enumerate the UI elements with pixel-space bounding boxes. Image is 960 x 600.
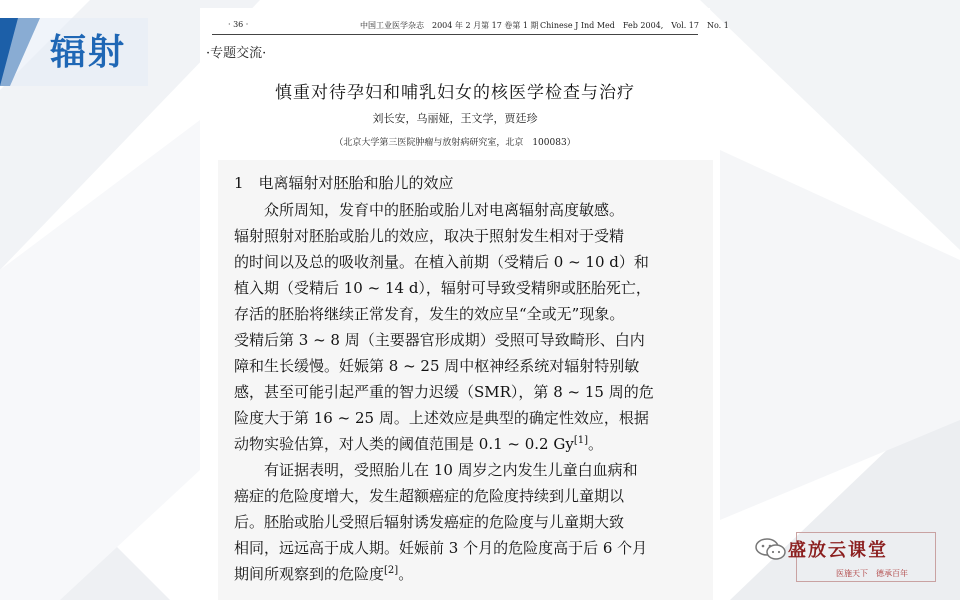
text-line: 众所周知，发育中的胚胎或胎儿对电离辐射高度敏感。 <box>264 201 625 219</box>
text-fragment: 。 <box>587 435 603 453</box>
text-line-last <box>234 431 704 457</box>
text-line: 受精后第 3 ~ 8 周（主要器官形成期）受照可导致畸形、白内 <box>234 331 645 349</box>
text-line: 险度大于第 16 ~ 25 周。上述效应是典型的确定性效应，根据 <box>234 409 649 427</box>
text-line: 植入期（受精后 10 ~ 14 d），辐射可导致受精卵或胚胎死亡， <box>234 279 651 297</box>
text-line: 辐射照射对胚胎或胎儿的效应，取决于照射发生相对于受精 <box>234 227 625 245</box>
text-fragment: 动物实验估算，对人类的阈值范围是 0.1 ~ 0.2 Gy <box>234 435 574 453</box>
section-tag: ·专题交流· <box>206 46 267 61</box>
text-line: 的时间以及总的吸收剂量。在植入前期（受精后 0 ~ 10 d）和 <box>234 253 649 271</box>
paragraph-2 <box>234 457 704 587</box>
text-line: 感，甚至可能引起严重的智力迟缓（SMR），第 8 ~ 15 周的危 <box>234 383 654 401</box>
paper-header <box>200 8 729 158</box>
citation-ref-2: [2] <box>384 565 399 576</box>
text-line: 存活的胚胎将继续正常发育，发生的效应呈“全或无”现象。 <box>234 305 625 323</box>
running-head <box>212 16 729 35</box>
watermark-subtitle: 医施天下 德承百年 <box>836 569 908 578</box>
wechat-icon <box>754 536 788 562</box>
section-heading: 1 电离辐射对胚胎和胎儿的效应 <box>234 174 454 192</box>
text-line: 有证据表明，受照胎儿在 10 周岁之内发生儿童白血病和 <box>264 461 638 479</box>
journal-citation-cn: 中国工业医学杂志 2004 年 2 月第 17 卷第 1 期 <box>360 21 539 30</box>
text-line: 后。胚胎或胎儿受照后辐射诱发癌症的危险度与儿童期大致 <box>234 513 625 531</box>
text-fragment: 。 <box>398 565 414 583</box>
affiliation: （北京大学第三医院肿瘤与放射病研究室，北京 100083） <box>334 138 576 148</box>
watermark-brand: 盛放云课堂 <box>788 540 888 561</box>
watermark <box>748 526 938 588</box>
paragraph-1 <box>234 197 704 457</box>
journal-citation-en: Chinese J Ind Med Feb 2004, Vol. 17 No. 1 <box>540 21 729 30</box>
citation-ref-1: [1] <box>573 435 588 446</box>
text-line-last <box>234 561 704 587</box>
paper-body <box>218 160 713 600</box>
authors: 刘长安，乌丽娅，王文学，贾廷珍 <box>372 112 538 125</box>
text-fragment: 期间所观察到的危险度 <box>234 565 385 583</box>
text-line: 障和生长缓慢。妊娠第 8 ~ 25 周中枢神经系统对辐射特别敏 <box>234 357 640 375</box>
article-title: 慎重对待孕妇和哺乳妇女的核医学检查与治疗 <box>275 83 635 103</box>
page-number: · 36 · <box>228 20 249 29</box>
text-line: 癌症的危险度增大，发生超额癌症的危险度持续到儿童期以 <box>234 487 625 505</box>
slide-title: 辐射 <box>50 32 127 73</box>
text-line: 相同，远远高于成人期。妊娠前 3 个月的危险度高于后 6 个月 <box>234 539 648 557</box>
